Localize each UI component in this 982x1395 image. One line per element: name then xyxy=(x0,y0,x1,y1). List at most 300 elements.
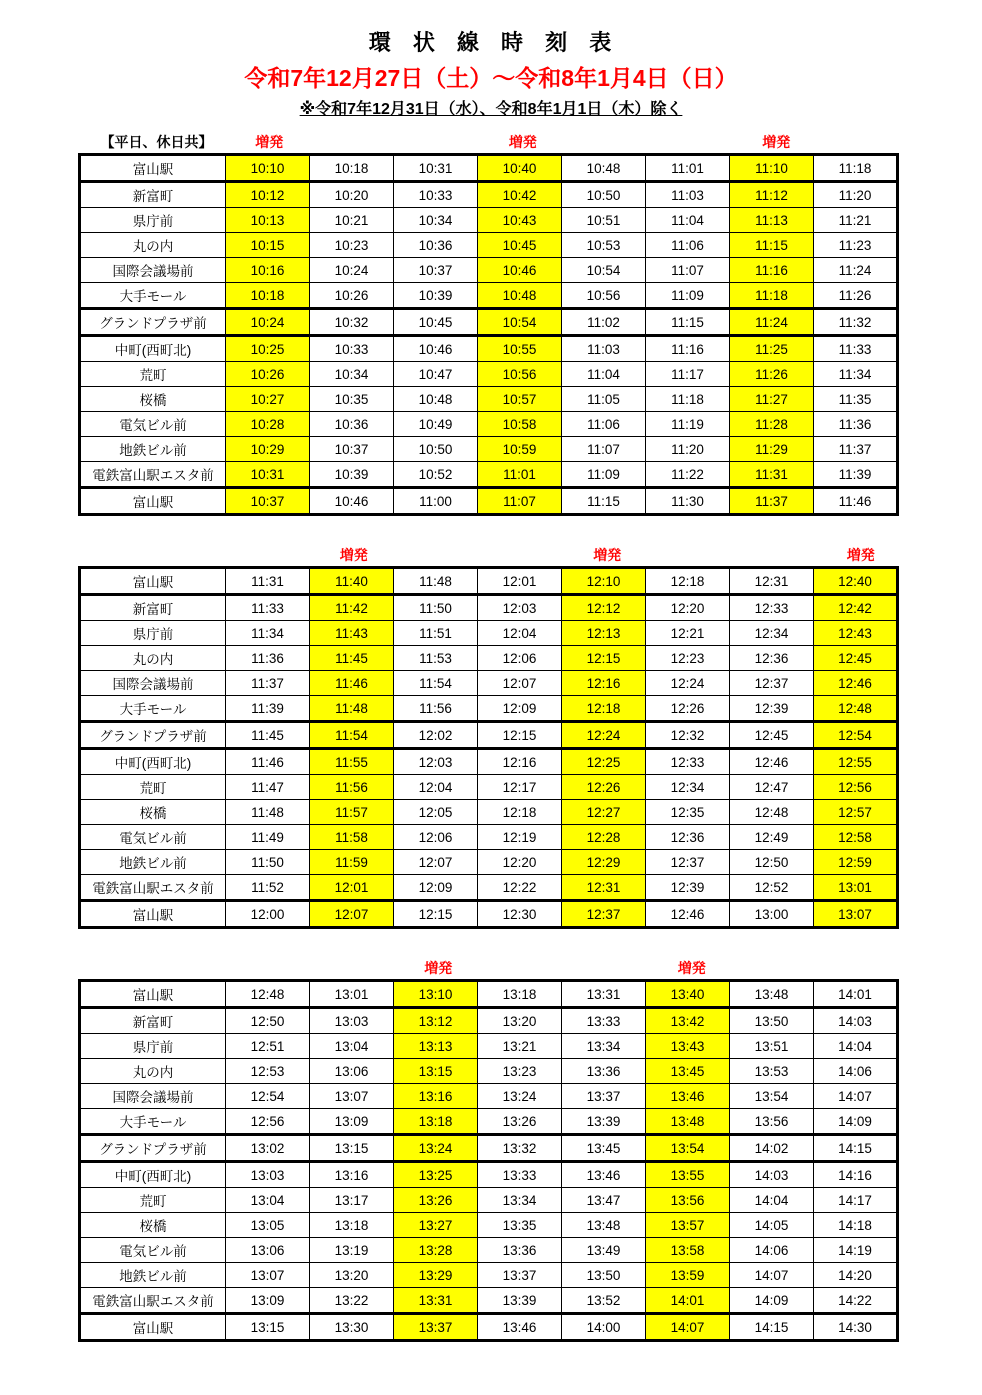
time-cell: 13:19 xyxy=(310,1238,394,1263)
extra-time-cell: 11:16 xyxy=(730,258,814,283)
time-cell: 11:09 xyxy=(562,462,646,488)
table-row xyxy=(80,437,898,462)
extra-time-cell: 10:27 xyxy=(226,387,310,412)
extra-time-cell: 11:15 xyxy=(730,233,814,258)
extra-time-cell: 10:57 xyxy=(478,387,562,412)
time-cell: 12:18 xyxy=(646,568,730,595)
zh-col xyxy=(819,545,904,565)
day-type-label: 【平日、休日共】 xyxy=(100,134,213,150)
time-cell: 11:30 xyxy=(646,488,730,515)
time-cell: 14:06 xyxy=(814,1059,898,1084)
time-cell: 11:32 xyxy=(814,309,898,336)
extra-time-cell: 10:45 xyxy=(478,233,562,258)
time-cell: 10:47 xyxy=(394,362,478,387)
time-cell: 14:05 xyxy=(730,1213,814,1238)
table-row xyxy=(80,309,898,336)
time-cell: 11:19 xyxy=(646,412,730,437)
time-cell: 11:03 xyxy=(562,336,646,362)
time-cell: 13:35 xyxy=(478,1213,562,1238)
time-cell: 11:01 xyxy=(646,155,730,182)
extra-time-cell: 10:48 xyxy=(478,283,562,309)
time-cell: 13:53 xyxy=(730,1059,814,1084)
extra-time-cell: 12:26 xyxy=(562,775,646,800)
time-cell: 13:20 xyxy=(310,1263,394,1288)
extra-time-cell: 13:25 xyxy=(394,1162,478,1188)
station-cell: 荒町 xyxy=(80,775,226,800)
time-cell: 14:30 xyxy=(814,1314,898,1341)
time-cell: 13:33 xyxy=(562,1008,646,1034)
time-cell: 13:02 xyxy=(226,1135,310,1162)
time-cell: 14:15 xyxy=(814,1135,898,1162)
station-cell: 新富町 xyxy=(80,182,226,208)
time-cell: 10:34 xyxy=(394,208,478,233)
extra-time-cell: 10:12 xyxy=(226,182,310,208)
time-cell: 12:34 xyxy=(646,775,730,800)
time-cell: 12:00 xyxy=(226,901,310,928)
extra-time-cell: 10:18 xyxy=(226,283,310,309)
station-cell: 大手モール xyxy=(80,283,226,309)
table-row xyxy=(80,825,898,850)
time-cell: 13:06 xyxy=(226,1238,310,1263)
table-row xyxy=(80,568,898,595)
time-cell: 11:46 xyxy=(226,749,310,775)
time-cell: 13:51 xyxy=(730,1034,814,1059)
time-cell: 12:50 xyxy=(226,1008,310,1034)
time-cell: 11:04 xyxy=(562,362,646,387)
time-cell: 10:37 xyxy=(394,258,478,283)
time-cell: 11:45 xyxy=(226,722,310,749)
time-cell: 14:03 xyxy=(814,1008,898,1034)
extra-time-cell: 13:01 xyxy=(814,875,898,901)
extra-time-cell: 12:54 xyxy=(814,722,898,749)
station-cell: 国際会議場前 xyxy=(80,258,226,283)
table-row xyxy=(80,362,898,387)
extra-time-cell: 11:37 xyxy=(730,488,814,515)
extra-time-cell: 10:24 xyxy=(226,309,310,336)
table-row xyxy=(80,1135,898,1162)
table-row xyxy=(80,182,898,208)
station-cell: 電気ビル前 xyxy=(80,825,226,850)
station-cell: グランドプラザ前 xyxy=(80,722,226,749)
extra-time-cell: 12:24 xyxy=(562,722,646,749)
extra-departure-label: 増発 xyxy=(339,547,368,563)
extra-departure-label: 増発 xyxy=(762,134,791,150)
exclusion-note: ※令和7年12月31日（水）、令和8年1月1日（木）除く xyxy=(299,101,683,118)
time-cell: 13:31 xyxy=(562,981,646,1008)
extra-time-cell: 10:58 xyxy=(478,412,562,437)
extra-time-cell: 12:01 xyxy=(310,875,394,901)
time-cell: 12:16 xyxy=(478,749,562,775)
extra-time-cell: 13:07 xyxy=(814,901,898,928)
extra-time-cell: 10:43 xyxy=(478,208,562,233)
time-cell: 10:54 xyxy=(562,258,646,283)
time-cell: 10:49 xyxy=(394,412,478,437)
time-cell: 14:02 xyxy=(730,1135,814,1162)
time-cell: 11:34 xyxy=(814,362,898,387)
time-cell: 12:47 xyxy=(730,775,814,800)
time-cell: 11:16 xyxy=(646,336,730,362)
station-cell: 富山駅 xyxy=(80,488,226,515)
time-cell: 13:50 xyxy=(562,1263,646,1288)
time-cell: 11:39 xyxy=(814,462,898,488)
time-cell: 11:02 xyxy=(562,309,646,336)
time-cell: 10:37 xyxy=(310,437,394,462)
time-cell: 11:17 xyxy=(646,362,730,387)
station-cell: 中町(西町北) xyxy=(80,336,226,362)
time-cell: 12:20 xyxy=(478,850,562,875)
table-row xyxy=(80,595,898,621)
table-row xyxy=(80,208,898,233)
time-cell: 11:53 xyxy=(394,646,478,671)
time-cell: 11:56 xyxy=(394,696,478,722)
time-cell: 12:21 xyxy=(646,621,730,646)
extra-time-cell: 11:13 xyxy=(730,208,814,233)
extra-time-cell: 13:43 xyxy=(646,1034,730,1059)
extra-time-cell: 12:27 xyxy=(562,800,646,825)
extra-departure-header-row xyxy=(78,131,908,153)
time-cell: 12:07 xyxy=(394,850,478,875)
time-cell: 13:34 xyxy=(478,1188,562,1213)
time-cell: 13:05 xyxy=(226,1213,310,1238)
time-cell: 12:33 xyxy=(730,595,814,621)
time-cell: 13:32 xyxy=(478,1135,562,1162)
time-cell: 11:37 xyxy=(814,437,898,462)
station-cell: 県庁前 xyxy=(80,1034,226,1059)
station-cell: 地鉄ビル前 xyxy=(80,437,226,462)
extra-time-cell: 12:28 xyxy=(562,825,646,850)
time-cell: 13:18 xyxy=(478,981,562,1008)
time-cell: 11:50 xyxy=(226,850,310,875)
extra-time-cell: 12:43 xyxy=(814,621,898,646)
station-cell: 富山駅 xyxy=(80,155,226,182)
time-cell: 13:46 xyxy=(562,1162,646,1188)
time-cell: 11:50 xyxy=(394,595,478,621)
station-cell: 中町(西町北) xyxy=(80,1162,226,1188)
time-cell: 12:23 xyxy=(646,646,730,671)
time-cell: 13:45 xyxy=(562,1135,646,1162)
time-cell: 12:01 xyxy=(478,568,562,595)
station-cell: 富山駅 xyxy=(80,901,226,928)
time-cell: 13:56 xyxy=(730,1109,814,1135)
time-cell: 12:34 xyxy=(730,621,814,646)
time-cell: 12:31 xyxy=(730,568,814,595)
time-cell: 12:39 xyxy=(646,875,730,901)
table-row xyxy=(80,1263,898,1288)
time-cell: 14:04 xyxy=(814,1034,898,1059)
time-cell: 11:18 xyxy=(646,387,730,412)
time-cell: 13:18 xyxy=(310,1213,394,1238)
extra-time-cell: 11:43 xyxy=(310,621,394,646)
time-cell: 10:36 xyxy=(310,412,394,437)
time-cell: 11:39 xyxy=(226,696,310,722)
time-cell: 13:07 xyxy=(226,1263,310,1288)
extra-time-cell: 11:45 xyxy=(310,646,394,671)
time-cell: 11:36 xyxy=(226,646,310,671)
time-cell: 13:30 xyxy=(310,1314,394,1341)
zh-col xyxy=(481,132,566,152)
time-cell: 14:01 xyxy=(814,981,898,1008)
extra-time-cell: 11:46 xyxy=(310,671,394,696)
station-cell: グランドプラザ前 xyxy=(80,1135,226,1162)
station-cell: 電鉄富山駅エスタ前 xyxy=(80,1288,226,1314)
time-cell: 11:00 xyxy=(394,488,478,515)
time-cell: 10:46 xyxy=(310,488,394,515)
time-cell: 11:54 xyxy=(394,671,478,696)
table-row xyxy=(80,412,898,437)
extra-time-cell: 11:27 xyxy=(730,387,814,412)
time-cell: 13:47 xyxy=(562,1188,646,1213)
table-row xyxy=(80,1109,898,1135)
table-row xyxy=(80,1314,898,1341)
extra-time-cell: 11:55 xyxy=(310,749,394,775)
table-row xyxy=(80,1213,898,1238)
extra-time-cell: 11:59 xyxy=(310,850,394,875)
time-cell: 11:22 xyxy=(646,462,730,488)
zh-col xyxy=(734,132,819,152)
extra-time-cell: 12:12 xyxy=(562,595,646,621)
time-cell: 10:24 xyxy=(310,258,394,283)
time-cell: 14:15 xyxy=(730,1314,814,1341)
extra-time-cell: 12:42 xyxy=(814,595,898,621)
time-cell: 10:31 xyxy=(394,155,478,182)
station-cell: 丸の内 xyxy=(80,1059,226,1084)
extra-time-cell: 13:48 xyxy=(646,1109,730,1135)
extra-time-cell: 13:31 xyxy=(394,1288,478,1314)
extra-time-cell: 13:56 xyxy=(646,1188,730,1213)
extra-time-cell: 12:37 xyxy=(562,901,646,928)
time-cell: 14:22 xyxy=(814,1288,898,1314)
table-row xyxy=(80,646,898,671)
extra-time-cell: 11:28 xyxy=(730,412,814,437)
extra-time-cell: 11:42 xyxy=(310,595,394,621)
station-cell: 桜橋 xyxy=(80,1213,226,1238)
time-cell: 10:46 xyxy=(394,336,478,362)
extra-time-cell: 10:13 xyxy=(226,208,310,233)
station-cell: 丸の内 xyxy=(80,233,226,258)
time-cell: 12:04 xyxy=(478,621,562,646)
extra-time-cell: 12:15 xyxy=(562,646,646,671)
time-cell: 12:24 xyxy=(646,671,730,696)
time-cell: 14:19 xyxy=(814,1238,898,1263)
time-cell: 11:06 xyxy=(646,233,730,258)
station-cell: 桜橋 xyxy=(80,387,226,412)
time-cell: 13:03 xyxy=(310,1008,394,1034)
zh-col xyxy=(227,132,312,152)
time-cell: 14:09 xyxy=(814,1109,898,1135)
time-cell: 13:48 xyxy=(562,1213,646,1238)
time-cell: 13:48 xyxy=(730,981,814,1008)
time-cell: 10:20 xyxy=(310,182,394,208)
time-cell: 12:37 xyxy=(646,850,730,875)
extra-time-cell: 13:16 xyxy=(394,1084,478,1109)
time-cell: 10:34 xyxy=(310,362,394,387)
station-cell: 大手モール xyxy=(80,696,226,722)
time-cell: 12:32 xyxy=(646,722,730,749)
extra-time-cell: 12:07 xyxy=(310,901,394,928)
extra-time-cell: 13:13 xyxy=(394,1034,478,1059)
extra-time-cell: 11:31 xyxy=(730,462,814,488)
time-cell: 13:01 xyxy=(310,981,394,1008)
time-cell: 10:53 xyxy=(562,233,646,258)
time-cell: 11:18 xyxy=(814,155,898,182)
table-row xyxy=(80,233,898,258)
time-cell: 10:52 xyxy=(394,462,478,488)
time-cell: 12:22 xyxy=(478,875,562,901)
table-row xyxy=(80,336,898,362)
time-cell: 11:06 xyxy=(562,412,646,437)
time-cell: 12:30 xyxy=(478,901,562,928)
extra-time-cell: 10:25 xyxy=(226,336,310,362)
extra-time-cell: 10:31 xyxy=(226,462,310,488)
zh-col xyxy=(312,545,397,565)
time-cell: 13:15 xyxy=(226,1314,310,1341)
time-cell: 12:09 xyxy=(394,875,478,901)
timetable-3 xyxy=(78,979,899,1342)
time-cell: 13:22 xyxy=(310,1288,394,1314)
extra-time-cell: 12:10 xyxy=(562,568,646,595)
station-cell: 中町(西町北) xyxy=(80,749,226,775)
time-cell: 13:20 xyxy=(478,1008,562,1034)
extra-time-cell: 12:16 xyxy=(562,671,646,696)
time-cell: 10:39 xyxy=(394,283,478,309)
time-cell: 11:09 xyxy=(646,283,730,309)
extra-time-cell: 11:24 xyxy=(730,309,814,336)
extra-time-cell: 11:10 xyxy=(730,155,814,182)
table-row xyxy=(80,1034,898,1059)
table-row xyxy=(80,671,898,696)
extra-time-cell: 12:56 xyxy=(814,775,898,800)
extra-time-cell: 10:40 xyxy=(478,155,562,182)
table-row xyxy=(80,875,898,901)
station-cell: 地鉄ビル前 xyxy=(80,850,226,875)
table-row xyxy=(80,1008,898,1034)
time-cell: 11:48 xyxy=(226,800,310,825)
time-cell: 13:36 xyxy=(562,1059,646,1084)
time-cell: 12:15 xyxy=(394,901,478,928)
extra-time-cell: 11:40 xyxy=(310,568,394,595)
extra-time-cell: 10:26 xyxy=(226,362,310,387)
time-cell: 13:46 xyxy=(478,1314,562,1341)
time-cell: 10:48 xyxy=(562,155,646,182)
zh-col xyxy=(565,545,650,565)
extra-time-cell: 10:56 xyxy=(478,362,562,387)
table-row xyxy=(80,1162,898,1188)
table-row xyxy=(80,1084,898,1109)
time-cell: 12:33 xyxy=(646,749,730,775)
table-row xyxy=(80,488,898,515)
station-cell: 富山駅 xyxy=(80,568,226,595)
time-cell: 13:15 xyxy=(310,1135,394,1162)
extra-time-cell: 11:48 xyxy=(310,696,394,722)
table-row xyxy=(80,1288,898,1314)
time-cell: 10:23 xyxy=(310,233,394,258)
extra-time-cell: 11:12 xyxy=(730,182,814,208)
time-cell: 13:06 xyxy=(310,1059,394,1084)
time-cell: 11:15 xyxy=(646,309,730,336)
time-cell: 12:19 xyxy=(478,825,562,850)
table-row xyxy=(80,462,898,488)
time-cell: 12:35 xyxy=(646,800,730,825)
time-cell: 12:46 xyxy=(646,901,730,928)
time-cell: 12:37 xyxy=(730,671,814,696)
extra-time-cell: 12:29 xyxy=(562,850,646,875)
time-cell: 10:33 xyxy=(394,182,478,208)
time-cell: 12:06 xyxy=(478,646,562,671)
station-cell: 県庁前 xyxy=(80,621,226,646)
time-cell: 10:26 xyxy=(310,283,394,309)
time-cell: 10:36 xyxy=(394,233,478,258)
time-cell: 14:07 xyxy=(814,1084,898,1109)
station-cell: 大手モール xyxy=(80,1109,226,1135)
extra-time-cell: 13:40 xyxy=(646,981,730,1008)
time-cell: 12:04 xyxy=(394,775,478,800)
time-cell: 13:23 xyxy=(478,1059,562,1084)
station-cell: 国際会議場前 xyxy=(80,1084,226,1109)
extra-time-cell: 13:59 xyxy=(646,1263,730,1288)
station-cell: 新富町 xyxy=(80,1008,226,1034)
time-cell: 14:00 xyxy=(562,1314,646,1341)
time-cell: 11:15 xyxy=(562,488,646,515)
extra-departure-header-row xyxy=(78,544,908,566)
extra-time-cell: 12:40 xyxy=(814,568,898,595)
table-row xyxy=(80,775,898,800)
extra-time-cell: 11:25 xyxy=(730,336,814,362)
time-cell: 11:47 xyxy=(226,775,310,800)
timetable-block-2 xyxy=(78,544,908,929)
time-cell: 12:03 xyxy=(478,595,562,621)
time-cell: 13:09 xyxy=(310,1109,394,1135)
page-title: 環 状 線 時 刻 表 xyxy=(368,30,614,55)
timetable-block-1 xyxy=(78,131,908,516)
time-cell: 12:48 xyxy=(226,981,310,1008)
time-cell: 11:37 xyxy=(226,671,310,696)
time-cell: 11:24 xyxy=(814,258,898,283)
time-cell: 12:45 xyxy=(730,722,814,749)
extra-time-cell: 11:18 xyxy=(730,283,814,309)
extra-time-cell: 11:07 xyxy=(478,488,562,515)
time-cell: 10:48 xyxy=(394,387,478,412)
table-row xyxy=(80,749,898,775)
time-cell: 11:23 xyxy=(814,233,898,258)
table-row xyxy=(80,722,898,749)
time-cell: 12:54 xyxy=(226,1084,310,1109)
zh-col xyxy=(396,958,481,978)
time-cell: 12:48 xyxy=(730,800,814,825)
extra-time-cell: 11:01 xyxy=(478,462,562,488)
time-cell: 12:02 xyxy=(394,722,478,749)
extra-departure-label: 増発 xyxy=(593,547,622,563)
extra-time-cell: 12:13 xyxy=(562,621,646,646)
time-cell: 12:50 xyxy=(730,850,814,875)
time-cell: 14:06 xyxy=(730,1238,814,1263)
time-cell: 12:09 xyxy=(478,696,562,722)
time-cell: 11:07 xyxy=(562,437,646,462)
extra-time-cell: 12:31 xyxy=(562,875,646,901)
time-cell: 14:16 xyxy=(814,1162,898,1188)
station-cell: 富山駅 xyxy=(80,1314,226,1341)
table-row xyxy=(80,621,898,646)
time-cell: 11:36 xyxy=(814,412,898,437)
time-cell: 13:49 xyxy=(562,1238,646,1263)
extra-time-cell: 12:58 xyxy=(814,825,898,850)
extra-time-cell: 10:15 xyxy=(226,233,310,258)
time-cell: 11:07 xyxy=(646,258,730,283)
time-cell: 10:50 xyxy=(562,182,646,208)
time-cell: 13:33 xyxy=(478,1162,562,1188)
time-cell: 13:39 xyxy=(562,1109,646,1135)
table-row xyxy=(80,800,898,825)
time-cell: 11:03 xyxy=(646,182,730,208)
